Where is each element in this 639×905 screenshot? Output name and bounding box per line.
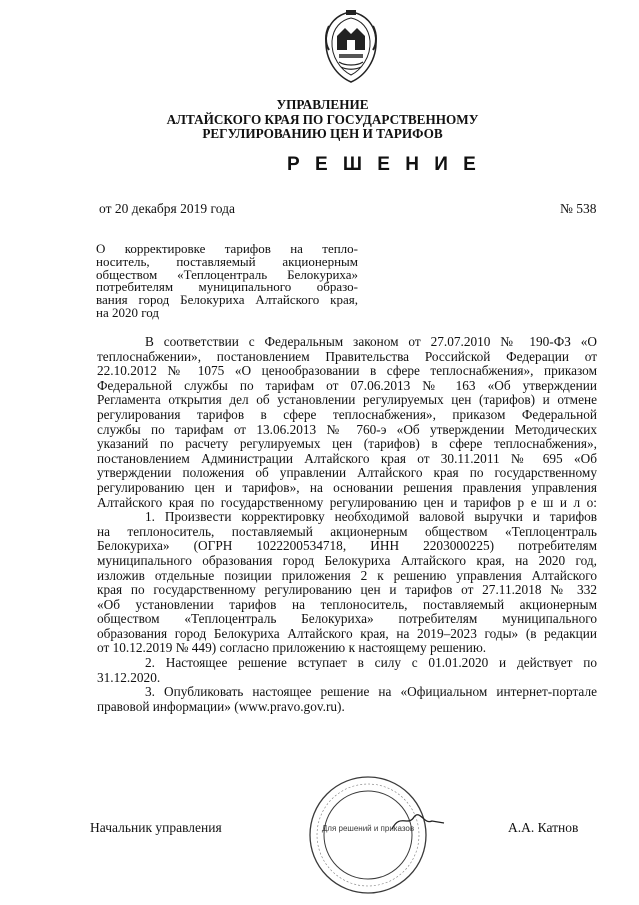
subject-line: обществом «Теплоцентраль Белокуриха» [96,266,358,282]
official-stamp [296,773,446,897]
body-line: регулирования тарифов в сфере теплоснабжения», приказом Федеральной [97,406,597,422]
body-line: теплоснабжении», постановлением Правительства Российской Федерации от [97,348,597,364]
document-subject [96,243,358,320]
subject-line: потребителям муниципального образо- [96,279,358,295]
body-line: постановлением Администрации Алтайского края от 30.11.2011 № 695 «Об [97,450,597,466]
body-line: 2. Настоящее решение вступает в силу с 01.01.2020 и действует по [145,655,597,671]
item-2-paragraph [97,656,597,685]
body-line: края по государственному регулированию цен и тарифов от 27.11.2018 № 332 [97,582,597,598]
body-line: от 10.12.2019 № 449) согласно приложению к настоящему решению. [97,640,487,656]
coat-of-arms-icon [319,10,383,84]
body-line: изложив отдельные позиции приложения 2 к решению управления Алтайского [97,567,597,583]
body-line: Регламента открытия дел об установлении регулируемых цен (тарифов) и отмене [97,392,597,408]
preamble-paragraph [97,335,597,510]
body-line: службы по тарифам от 13.06.2013 № 760-э «Об утверждении Методических [97,421,597,437]
body-line: Федеральной службы по тарифам от 07.06.2013 № 163 «Об утверждении [97,377,597,393]
header-line: АЛТАЙСКОГО КРАЯ ПО ГОСУДАРСТВЕННОМУ [166,111,479,127]
subject-line: на 2020 год [96,304,159,320]
document-number: № 538 [560,201,597,216]
subject-line: О корректировке тарифов на тепло- [96,241,358,256]
signer-position: Начальник управления [90,820,222,835]
header-line: РЕГУЛИРОВАНИЮ ЦЕН И ТАРИФОВ [202,126,443,142]
document-title: Р Е Ш Е Н И Е [287,154,481,175]
item-3-paragraph [97,685,597,714]
header-line: УПРАВЛЕНИЕ [276,97,369,112]
body-line: Алтайского края по государственному регулированию цен и тарифов р е ш и л о: [97,494,597,510]
agency-header [150,98,495,142]
item-1-paragraph [97,510,597,656]
body-line: 3. Опубликовать настоящее решение на «Официальном интернет-портале [145,684,597,700]
body-line: муниципального образования город Белокуриха Алтайского края, на 2020 год, [97,552,597,568]
body-line: обществом «Теплоцентраль Белокуриха» потребителям муниципального [97,611,597,627]
body-line: утверждении положения об управлении Алтайского края по государственному [97,465,597,481]
signer-name: А.А. Катнов [508,820,579,835]
body-line: регулированию цен и тарифов», на основании решения правления управления [97,479,597,495]
body-line: на теплоноситель, поставляемый акционерным обществом «Теплоцентраль [97,523,597,539]
body-line: 1. Произвести корректировку необходимой валовой выручки и тарифов [145,509,597,525]
body-line: правовой информации» (www.pravo.gov.ru). [97,698,345,714]
document-body [97,335,597,714]
body-line: 22.10.2012 № 1075 «О ценообразовании в сфере теплоснабжения», приказом [97,363,597,379]
body-line: указаний по расчету регулируемых цен (тарифов) в сфере теплоснабжения», [97,436,597,452]
document-date: от 20 декабря 2019 года [99,201,235,216]
subject-line: носитель, поставляемый акционерным [96,253,358,269]
stamp-label: Для решений и приказов [321,824,415,833]
body-line: В соответствии с Федеральным законом от 27.07.2010 № 190-ФЗ «О [145,334,597,349]
subject-line: вания город Белокуриха Алтайского края, [96,292,358,308]
body-line: образования город Белокуриха Алтайского края, на 2019–2023 годы» (в редакции [97,625,597,641]
body-line: «Об установлении тарифов на теплоноситель, поставляемый акционерным [97,596,597,612]
body-line: Белокуриха» (ОГРН 1022200534718, ИНН 2203000225) потребителям [97,538,597,554]
body-line: 31.12.2020. [97,669,161,685]
